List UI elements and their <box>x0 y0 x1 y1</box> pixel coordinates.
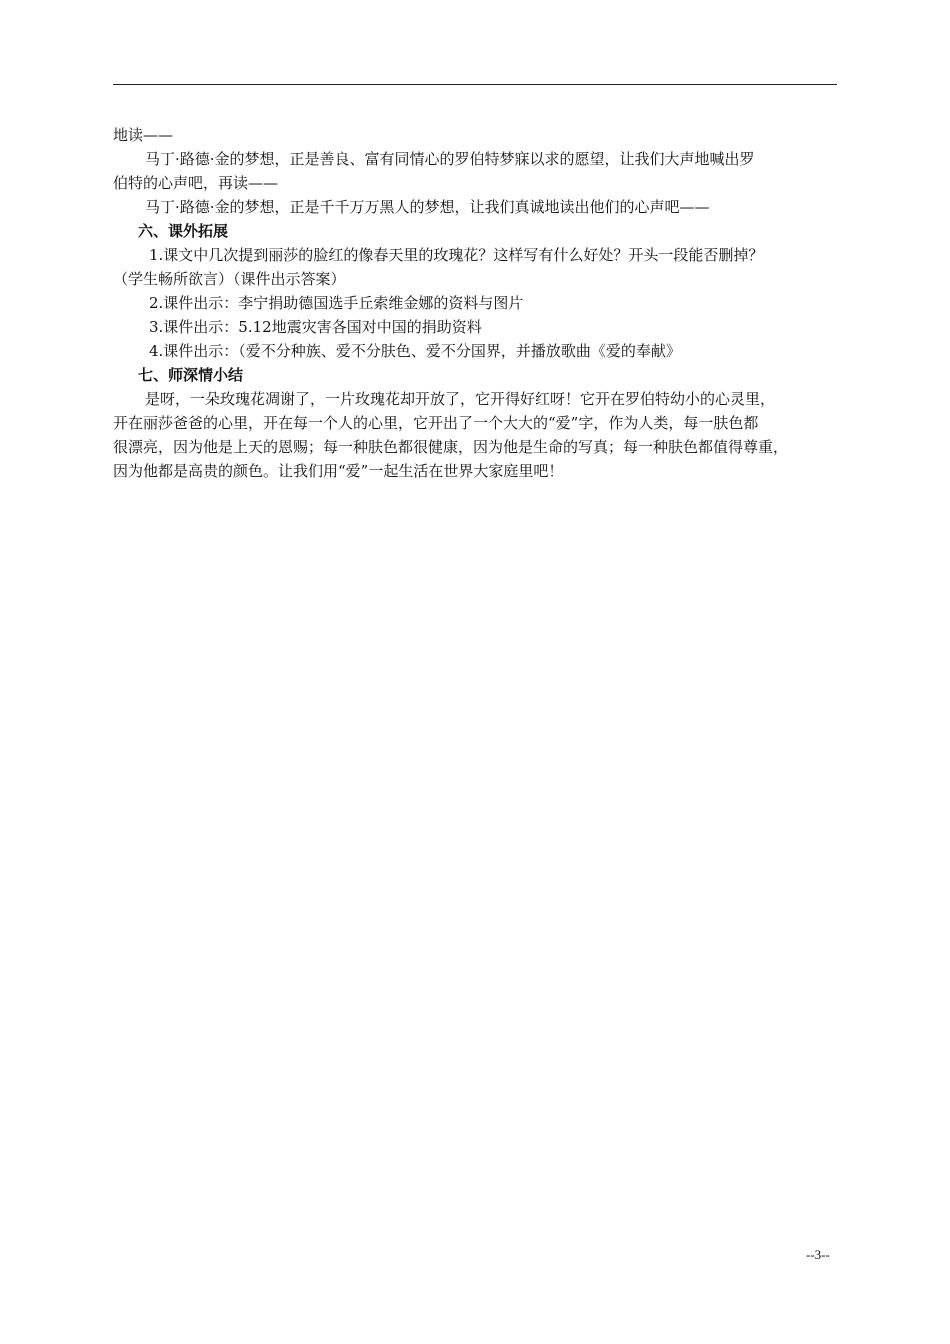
summary-line-3: 很漂亮，因为他是上天的恩赐；每一种肤色都很健康，因为他是生命的写真；每一种肤色都值得尊重， <box>113 438 789 456</box>
section-heading-extension: 六、课外拓展 <box>138 222 229 240</box>
document-body <box>113 123 837 483</box>
header-rule <box>113 84 837 85</box>
list-item-1-continuation: （学生畅所欲言）（课件出示答案） <box>113 270 346 288</box>
summary-line-4: 因为他都是高贵的颜色。让我们用“爱”一起生活在世界大家庭里吧！ <box>113 462 564 480</box>
list-item-4: 4.课件出示：（爱不分种族、爱不分肤色、爱不分国界，并播放歌曲《爱的奉献》 <box>149 342 681 360</box>
section-heading-summary: 七、师深情小结 <box>138 366 244 384</box>
summary-line-2: 开在丽莎爸爸的心里，开在每一个人的心里，它开出了一个大大的“爱”字，作为人类，每一肤色都 <box>113 414 759 432</box>
list-item-2: 2.课件出示：李宁捐助德国选手丘索维金娜的资料与图片 <box>149 294 524 312</box>
paragraph-dream-black-people: 马丁·路德·金的梦想，正是千千万万黑人的梦想，让我们真诚地读出他们的心声吧—— <box>145 198 710 216</box>
paragraph-dream-line-1: 马丁·路德·金的梦想，正是善良、富有同情心的罗伯特梦寐以求的愿望，让我们大声地喊出罗 <box>145 150 755 168</box>
paragraph-dream-line-2: 伯特的心声吧，再读—— <box>113 174 279 192</box>
list-item-1: 1.课文中几次提到丽莎的脸红的像春天里的玫瑰花？这样写有什么好处？开头一段能否删掉？ <box>149 246 764 264</box>
list-item-3: 3.课件出示：5.12地震灾害各国对中国的捐助资料 <box>149 318 482 336</box>
page-number: --3-- <box>806 1247 830 1262</box>
summary-line-1: 是呀，一朵玫瑰花凋谢了，一片玫瑰花却开放了，它开得好红呀！它开在罗伯特幼小的心灵里， <box>145 390 776 408</box>
paragraph-continuation: 地读—— <box>113 126 174 144</box>
